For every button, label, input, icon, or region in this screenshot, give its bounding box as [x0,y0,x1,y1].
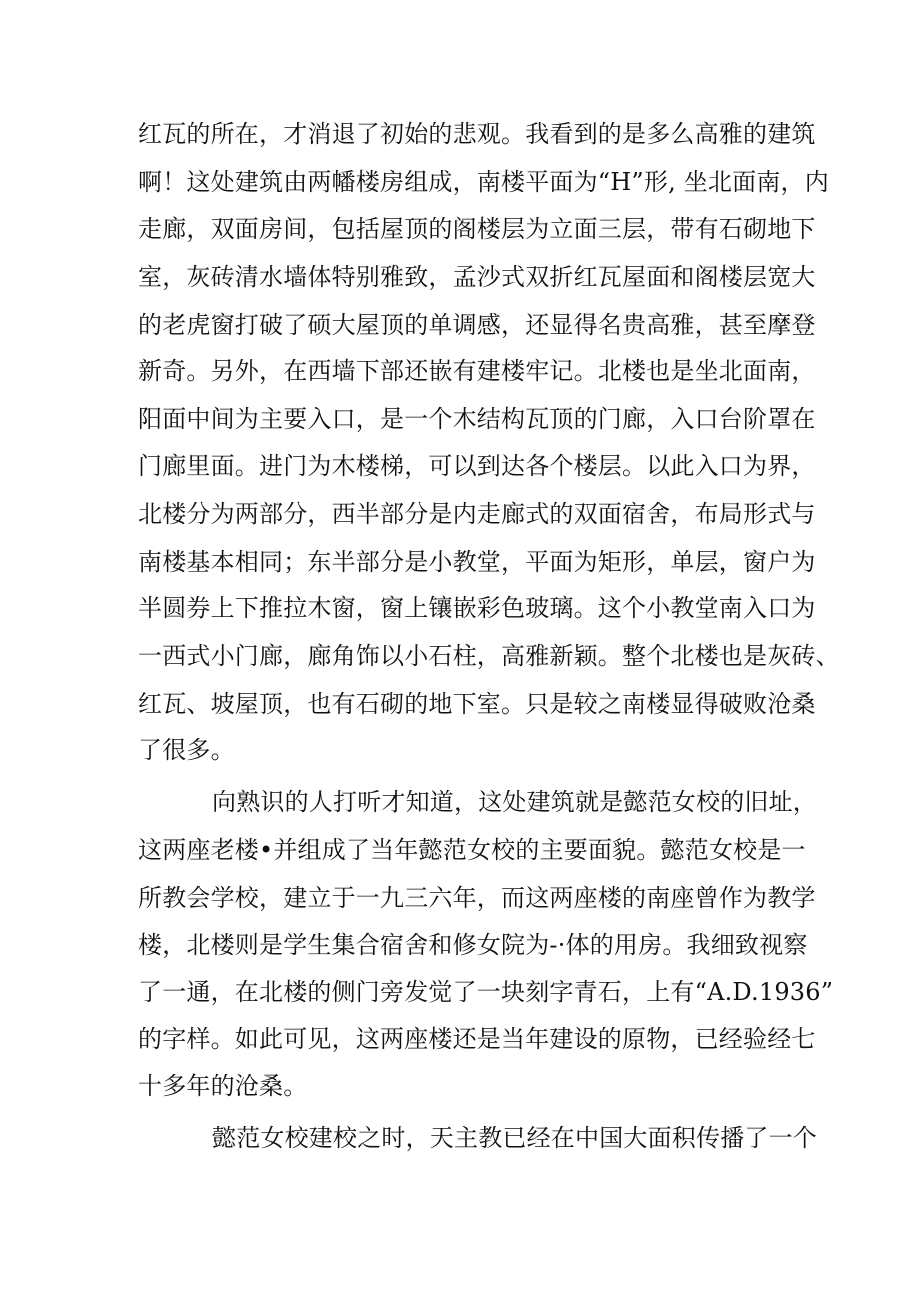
paragraph-2-first-line: 向熟识的人打听才知道，这处建筑就是懿范女校的旧址， [212,788,817,816]
text-line-11: 半圆券上下推拉木窗，窗上镶嵌彩色玻璃。这个小教堂南入口为 [138,594,816,622]
text-line-9: 北楼分为两部分，西半部分是内走廊式的双面宿舍，布局形式与 [138,500,816,528]
paragraph-3-first-line: 懿范女校建校之时，天主教已经在中国大面积传播了一个 [212,1124,817,1152]
text-line-18: 楼，北楼则是学生集合宿舍和修女院为-·体的用房。我细致视察 [138,931,808,959]
text-line-14: 了很多。 [138,736,235,764]
text-line-7: 阳面中间为主要入口，是一个木结构瓦顶的门廊，入口台阶罩在 [138,405,816,433]
text-line-21: 十多年的沧桑。 [138,1072,308,1100]
text-line-6: 新奇。另外，在西墙下部还嵌有建楼牢记。北楼也是坐北面南， [138,357,816,385]
text-line-20: 的字样。如此可见，这两座楼还是当年建设的原物，已经验经七 [138,1025,816,1053]
text-line-5: 的老虎窗打破了硕大屋顶的单调感，还显得名贵高雅，甚至摩登 [138,311,816,339]
text-line-8: 门廊里面。进门为木楼梯，可以到达各个楼层。以此入口为界， [138,452,816,480]
text-line-19: 了一通，在北楼的侧门旁发觉了一块刻字青石，上有“A.D.1936” [138,978,834,1006]
text-line-17: 所教会学校，建立于一九三六年，而这两座楼的南座曾作为教学 [138,884,816,912]
text-line-10: 南楼基本相同；东半部分是小教堂，平面为矩形，单层，窗户为 [138,548,816,576]
text-line-16: 这两座老楼•并组成了当年懿范女校的主要面貌。懿范女校是一 [138,836,806,864]
text-line-4: 室，灰砖清水墙体特别雅致，孟沙式双折红瓦屋面和阁楼层宽大 [138,263,816,291]
text-line-13: 红瓦、坡屋顶，也有石砌的地下室。只是较之南楼显得破败沧桑 [138,690,816,718]
text-line-3: 走廊，双面房间，包括屋顶的阁楼层为立面三层，带有石砌地下 [138,215,816,243]
text-line-1: 红瓦的所在，才消退了初始的悲观。我看到的是多么高雅的建筑 [138,120,816,148]
text-line-2: 啊！这处建筑由两幡楼房组成，南楼平面为“H”形, 坐北面南，内 [138,168,829,196]
text-line-12: 一西式小门廊，廊角饰以小石柱，高雅新颖。整个北楼也是灰砖、 [138,642,840,670]
